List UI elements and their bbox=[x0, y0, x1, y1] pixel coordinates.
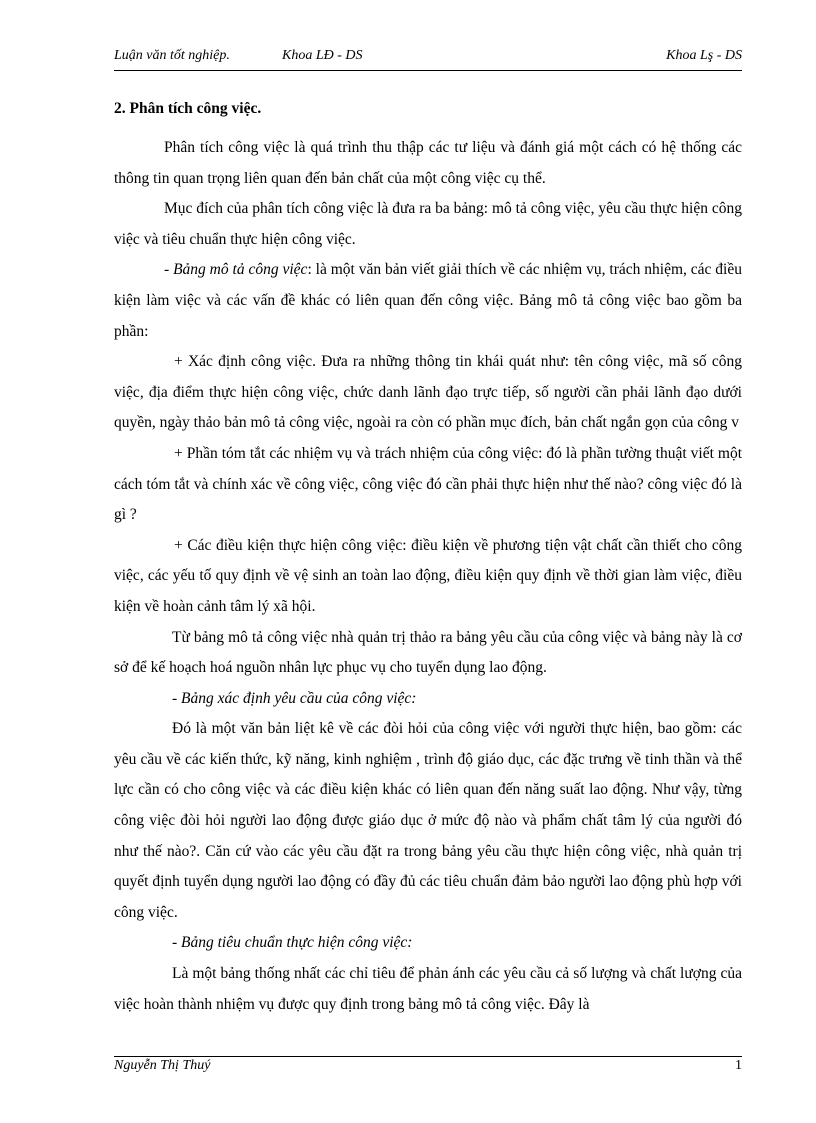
header-rule bbox=[114, 70, 742, 71]
dash-prefix: - bbox=[164, 261, 174, 279]
paragraph-requirements-detail: Đó là một văn bản liệt kê về các đòi hỏi của công việc với người thực hiện, bao gồm: các yêu cầu về các kiến thức, kỹ năng, kinh nghiệm , trình độ giáo dục, các đặc trưng về tinh thần và thể lực cần có cho công việc và các điều kiện khác có liên quan đến năng suất lao động. Như vậy, từng công việc đòi hỏi người lao động được giáo dục ở mức độ nào và phẩm chất tâm lý của người đó như thế nào?. Căn cứ vào các yêu cầu đặt ra trong bảng yêu cầu thực hiện công việc, nhà quản trị quyết định tuyển dụng người lao động có đầy đủ các tiêu chuẩn đảm bảo người lao động phù hợp với công việc. bbox=[114, 720, 742, 921]
header-thesis-label: Luận văn tốt nghiệp. bbox=[114, 48, 230, 63]
section-title: 2. Phân tích công việc. bbox=[114, 100, 262, 117]
header-faculty-right: Khoa Lş - DS bbox=[666, 48, 742, 63]
job-description-text: : là một văn bản viết giải thích về các nhiệm vụ, trách nhiệm, các điều kiện làm việc và các vấn đề khác có liên quan đến công việc. Bảng mô tả công việc bao gồm ba phần: bbox=[114, 261, 742, 340]
footer-rule bbox=[114, 1056, 742, 1057]
paragraph-purpose: Mục đích của phân tích công việc là đưa ra ba bảng: mô tả công việc, yêu cầu thực hiện công việc và tiêu chuẩn thực hiện công việc. bbox=[114, 200, 742, 248]
document-body bbox=[114, 133, 742, 1020]
paragraph-working-conditions: + Các điều kiện thực hiện công việc: điều kiện về phương tiện vật chất cần thiết cho công việc, các yếu tố quy định về vệ sinh an toàn lao động, điều kiện quy định về thời gian làm việc, điều kiện về hoàn cảnh tâm lý xã hội. bbox=[114, 536, 742, 615]
heading-requirements-table: - Bảng xác định yêu cầu của công việc: bbox=[172, 689, 417, 707]
paragraph-requirements-intro: Từ bảng mô tả công việc nhà quản trị thảo ra bảng yêu cầu của công việc và bảng này là cơ sở để kế hoạch hoá nguồn nhân lực phục vụ cho tuyển dụng lao động. bbox=[114, 628, 742, 677]
page-header bbox=[114, 48, 742, 68]
page-footer bbox=[114, 1058, 742, 1078]
page-number: 1 bbox=[735, 1058, 742, 1073]
paragraph-job-description bbox=[114, 255, 742, 347]
paragraph-definition: Phân tích công việc là quá trình thu thập các tư liệu và đánh giá một cách có hệ thống các thông tin quan trọng liên quan đến bản chất của một công việc cụ thể. bbox=[114, 139, 742, 187]
job-description-term: Bảng mô tả công việc bbox=[173, 261, 308, 279]
heading-standards-table: - Bảng tiêu chuẩn thực hiện công việc: bbox=[172, 934, 413, 952]
header-faculty-left: Khoa LĐ - DS bbox=[282, 48, 363, 63]
paragraph-standards-detail: Là một bảng thống nhất các chỉ tiêu để phản ánh các yêu cầu cả số lượng và chất lượng của việc hoàn thành nhiệm vụ được quy định trong bảng mô tả công việc. Đây là bbox=[114, 965, 742, 1013]
footer-author: Nguyễn Thị Thuý bbox=[114, 1058, 211, 1073]
paragraph-job-identification: + Xác định công việc. Đưa ra những thông tin khái quát như: tên công việc, mã số công việc, địa điểm thực hiện công việc, chức danh lãnh đạo trực tiếp, số người cần phải lãnh đạo dưới quyền, ngày thảo bản mô tả công việc, ngoài ra còn có phần mục đích, bản chất ngắn gọn của công v bbox=[114, 353, 742, 432]
paragraph-duties-summary: + Phần tóm tắt các nhiệm vụ và trách nhiệm của công việc: đó là phần tường thuật viết một cách tóm tắt và chính xác về công việc, công việc đó cần phải thực hiện như thế nào? công việc đó là gì ? bbox=[114, 444, 742, 524]
